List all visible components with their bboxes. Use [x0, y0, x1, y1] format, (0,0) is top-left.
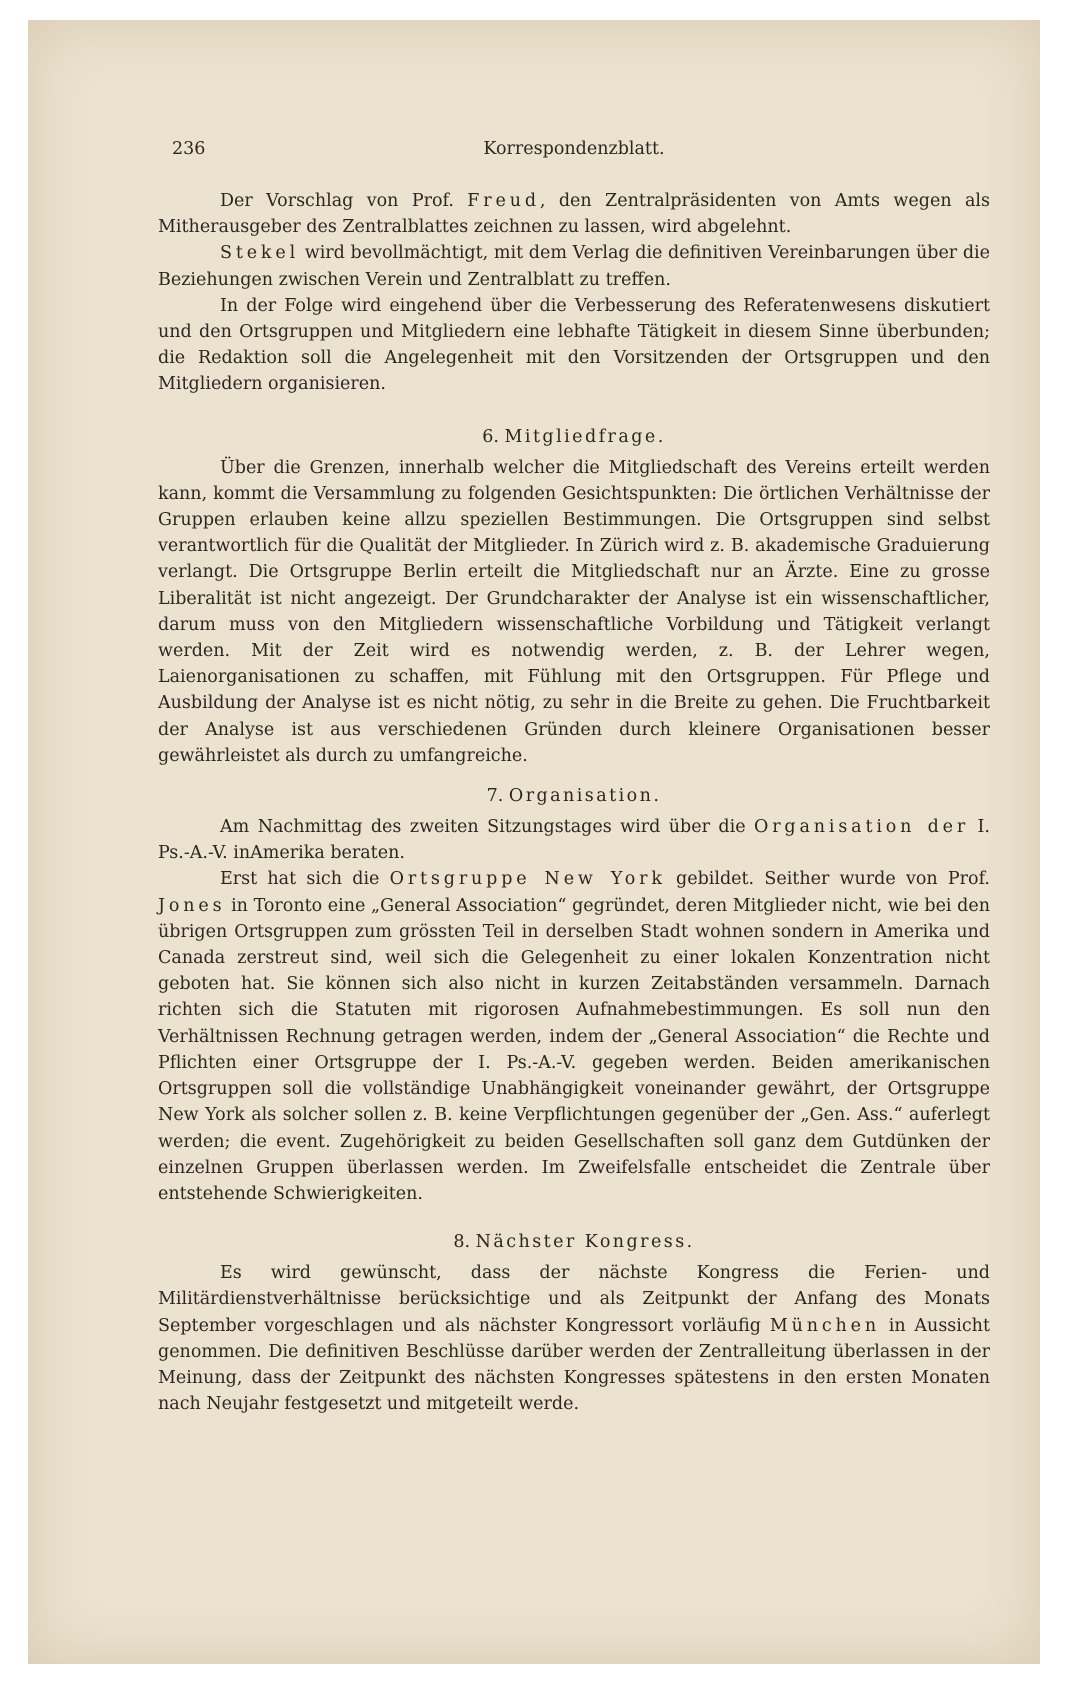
- paragraph-freud-proposal: Der Vorschlag von Prof. Freud, den Zentralpräsidenten von Amts wegen als Mitherausgeber des Zentralblattes zeichnen zu lassen, wird abgelehnt.: [158, 191, 990, 238]
- paragraph-kongress: Es wird gewünscht, dass der nächste Kongress die Ferien- und Militärdienstverhältnisse berücksichtige und als Zeitpunkt der Anfang des Monats September vorgeschlagen und als nächster Kongressort vorläufig München in Aussicht genommen. Die definitiven Beschlüsse darüber werden der Zentralleitung überlassen in der Meinung, dass der Zeitpunkt des nächsten Kongresses spätestens in den ersten Monaten nach Neujahr festgesetzt und mitgeteilt werde.: [158, 1263, 990, 1415]
- paragraph-stekel: Stekel wird bevollmächtigt, mit dem Verlag die definitiven Vereinbarungen über die Beziehungen zwischen Verein und Zentralblatt zu treffen.: [158, 243, 990, 290]
- running-header: [158, 132, 990, 166]
- paragraph-referatenwesen: In der Folge wird eingehend über die Verbesserung des Referatenwesens diskutiert und den Ortsgruppen und Mitgliedern eine lebhafte Tätigkeit in diesem Sinne überbunden; die Redaktion soll die Angelegenheit mit den Vorsitzenden der Ortsgruppen und den Mitgliedern organisieren.: [158, 295, 990, 395]
- paragraph-organisation-intro: Am Nachmittag des zweiten Sitzungstages wird über die Organisation der I. Ps.-A.-V. inAmerika beraten.: [158, 817, 990, 864]
- section-heading-organisation: 7. Organisation.: [486, 786, 662, 807]
- paragraph-mitgliedfrage: Über die Grenzen, innerhalb welcher die Mitgliedschaft des Vereins erteilt werden kann, kommt die Versammlung zu folgenden Gesichtspunkten: Die örtlichen Verhältnisse der Gruppen erlauben keine allzu speziellen Bestimmungen. Die Ortsgruppen sind selbst verantwortlich für die Qualität der Mitglieder. In Zürich wird z. B. akademische Graduierung verlangt. Die Ortsgruppe Berlin erteilt die Mitgliedschaft nur an Ärzte. Eine zu grosse Liberalität ist nicht angezeigt. Der Grundcharakter der Analyse ist ein wissenschaftlicher, darum muss von den Mitgliedern wissenschaftliche Vorbildung und Tätigkeit verlangt werden. Mit der Zeit wird es notwendig werden, z. B. der Lehrer wegen, Laienorganisationen zu schaffen, mit Fühlung mit den Ortsgruppen. Für Pflege und Ausbildung der Analyse ist es nicht nötig, zu sehr in die Breite zu gehen. Die Fruchtbarkeit der Analyse ist aus verschiedenen Gründen durch kleinere Organisationen besser gewährleistet als durch zu umfangreiche.: [158, 457, 990, 766]
- section-heading-mitgliedfrage: 6. Mitgliedfrage.: [482, 426, 666, 447]
- scanned-page: [28, 20, 1040, 1664]
- paragraph-organisation-america: Erst hat sich die Ortsgruppe New York gebildet. Seither wurde von Prof. Jones in Toronto eine „General Association“ gegründet, deren Mitglieder nicht, wie bei den übrigen Ortsgruppen zum grössten Teil in derselben Stadt wohnen sondern in Amerika und Canada zerstreut sind, weil sich die Gelegenheit zu einer lokalen Konzentration nicht geboten hat. Sie können sich also nicht in kurzen Zeitabständen versammeln. Darnach richten sich die Statuten mit rigorosen Aufnahmebestimmungen. Es soll nun den Verhältnissen Rechnung getragen werden, indem der „General Association“ die Rechte und Pflichten einer Ortsgruppe der I. Ps.-A.-V. gegeben werden. Beiden amerikanischen Ortsgruppen soll die vollständige Unabhängigkeit voneinander gewährt, der Ortsgruppe New York als solcher sollen z. B. keine Verpflichtungen gegenüber der „Gen. Ass.“ auferlegt werden; die event. Zugehörigkeit zu beiden Gesellschaften soll ganz dem Gutdünken der einzelnen Gruppen überlassen werden. Im Zweifelsfalle entscheidet die Zentrale über entstehende Schwierigkeiten.: [158, 869, 990, 1204]
- page-number: 236: [172, 139, 206, 159]
- running-title: Korrespondenzblatt.: [483, 139, 665, 159]
- section-heading-kongress: 8. Nächster Kongress.: [453, 1232, 695, 1253]
- page-body: [158, 132, 990, 1417]
